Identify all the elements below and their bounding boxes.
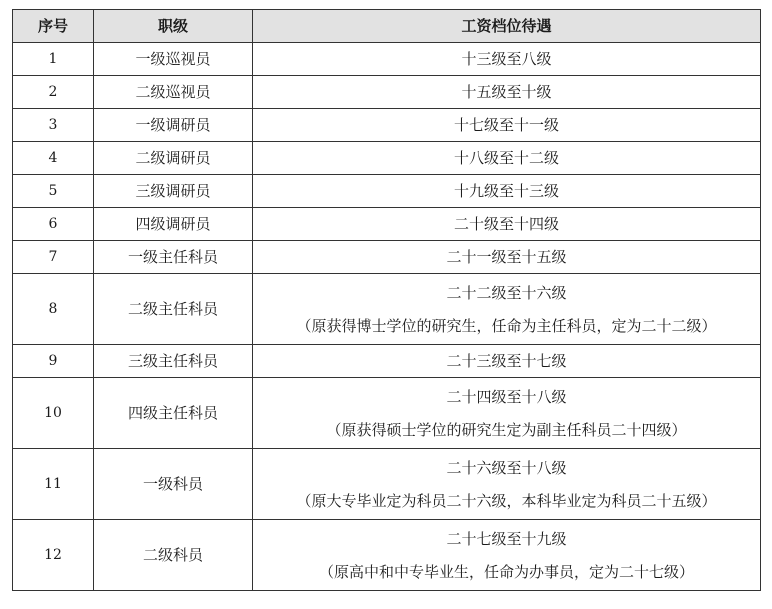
salary-grade-table — [12, 9, 761, 591]
row-pay-grade: 二十六级至十八级 — [446, 458, 567, 477]
row-number: 4 — [13, 142, 94, 175]
table-row — [13, 208, 761, 241]
table-row — [13, 241, 761, 274]
row-pay-grade: 十三级至八级 — [253, 43, 761, 76]
row-rank: 二级科员 — [94, 520, 253, 591]
row-rank: 一级主任科员 — [94, 241, 253, 274]
row-number: 6 — [13, 208, 94, 241]
row-pay-grade: 二十级至十四级 — [253, 208, 761, 241]
table-row — [13, 274, 761, 345]
row-pay-note: （原高中和中专毕业生，任命为办事员，定为二十七级） — [318, 562, 694, 581]
row-rank: 二级调研员 — [94, 142, 253, 175]
row-number: 12 — [13, 520, 94, 591]
table-row — [13, 449, 761, 520]
row-rank: 二级主任科员 — [94, 274, 253, 345]
header-number: 序号 — [13, 10, 94, 43]
row-number: 7 — [13, 241, 94, 274]
table-row — [13, 43, 761, 76]
row-number: 2 — [13, 76, 94, 109]
row-rank: 一级调研员 — [94, 109, 253, 142]
header-rank: 职级 — [94, 10, 253, 43]
table-header-row — [13, 10, 761, 43]
row-number: 8 — [13, 274, 94, 345]
row-number: 3 — [13, 109, 94, 142]
row-pay-grade: 二十二级至十六级 — [446, 283, 567, 302]
row-pay-grade: 二十一级至十五级 — [253, 241, 761, 274]
table-row — [13, 175, 761, 208]
row-pay-grade: 十八级至十二级 — [253, 142, 761, 175]
row-rank: 二级巡视员 — [94, 76, 253, 109]
row-pay-grade-cell — [253, 378, 761, 449]
row-pay-grade-cell — [253, 449, 761, 520]
row-number: 1 — [13, 43, 94, 76]
table-row — [13, 520, 761, 591]
row-number: 11 — [13, 449, 94, 520]
table-row — [13, 76, 761, 109]
row-rank: 一级巡视员 — [94, 43, 253, 76]
row-rank: 四级调研员 — [94, 208, 253, 241]
header-pay-grade: 工资档位待遇 — [253, 10, 761, 43]
row-pay-grade: 十五级至十级 — [253, 76, 761, 109]
table-row — [13, 109, 761, 142]
table-row — [13, 378, 761, 449]
row-number: 9 — [13, 345, 94, 378]
row-pay-note: （原获得博士学位的研究生，任命为主任科员，定为二十二级） — [296, 316, 717, 335]
row-pay-note: （原大专毕业定为科员二十六级，本科毕业定为科员二十五级） — [296, 491, 717, 510]
row-pay-grade: 二十三级至十七级 — [253, 345, 761, 378]
row-pay-note: （原获得硕士学位的研究生定为副主任科员二十四级） — [326, 420, 687, 439]
row-rank: 一级科员 — [94, 449, 253, 520]
row-number: 5 — [13, 175, 94, 208]
row-rank: 三级调研员 — [94, 175, 253, 208]
table-row — [13, 345, 761, 378]
row-pay-grade-cell — [253, 520, 761, 591]
row-number: 10 — [13, 378, 94, 449]
row-pay-grade: 十七级至十一级 — [253, 109, 761, 142]
row-pay-grade-cell — [253, 274, 761, 345]
row-pay-grade: 二十四级至十八级 — [446, 387, 567, 406]
table-row — [13, 142, 761, 175]
row-rank: 四级主任科员 — [94, 378, 253, 449]
row-pay-grade: 二十七级至十九级 — [446, 529, 567, 548]
row-rank: 三级主任科员 — [94, 345, 253, 378]
row-pay-grade: 十九级至十三级 — [253, 175, 761, 208]
